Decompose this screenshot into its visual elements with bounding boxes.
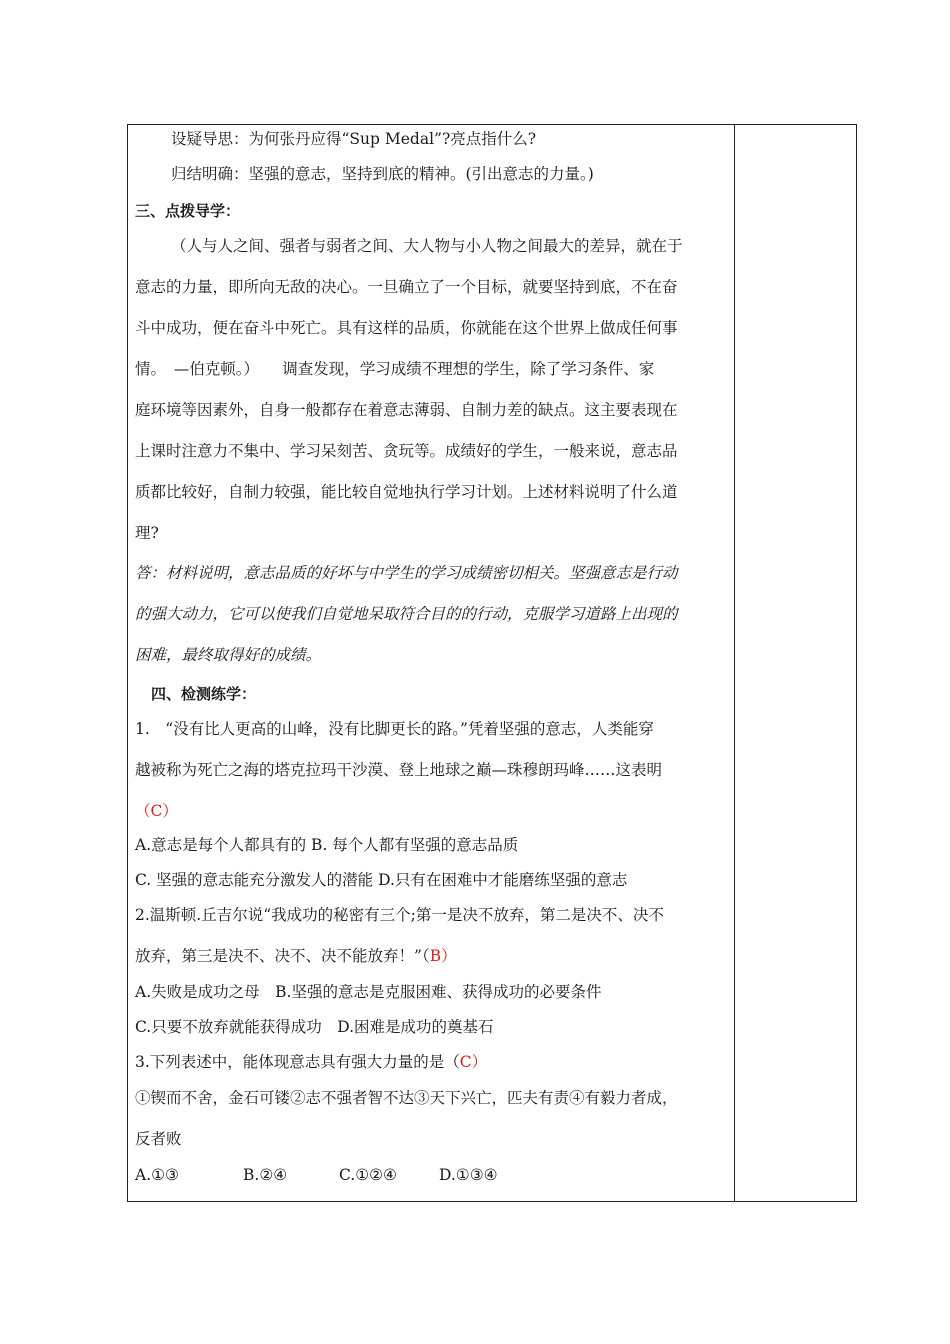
question-3-option-c: C.①②④ bbox=[339, 1166, 397, 1184]
answer-bracket-close: ） bbox=[162, 802, 178, 820]
question-1-line: 1. “没有比人更高的山峰，没有比脚更长的路。”凭着坚强的意志，人类能穿 bbox=[135, 720, 654, 738]
answer-bracket-open: （ bbox=[135, 802, 151, 820]
section-heading-3: 三、点拨导学： bbox=[135, 202, 241, 220]
paragraph-line: 意志的力量，即所向无敌的决心。一旦确立了一个目标，就要坚持到底，不在奋 bbox=[135, 278, 678, 296]
question-1-answer bbox=[135, 801, 178, 821]
section-heading-4: 四、检测练学： bbox=[151, 685, 257, 703]
question-2-line: 2.温斯顿.丘吉尔说“我成功的秘密有三个;第一是决不放弃，第二是决不、决不 bbox=[135, 906, 664, 924]
question-1-options: C. 坚强的意志能充分激发人的潜能 D.只有在困难中才能磨练坚强的意志 bbox=[135, 871, 628, 889]
paragraph-line: （人与人之间、强者与弱者之间、大人物与小人物之间最大的差异，就在于 bbox=[171, 237, 683, 255]
paragraph-line: 质都比较好，自制力较强，能比较自觉地执行学习计划。上述材料说明了什么道 bbox=[135, 483, 678, 501]
guide-question: 设疑导思：为何张丹应得“Sup Medal”?亮点指什么? bbox=[171, 130, 537, 148]
question-2-options: A.失败是成功之母 B.坚强的意志是克服困难、获得成功的必要条件 bbox=[135, 983, 602, 1001]
paragraph-line: 情。 —伯克顿。） 调查发现，学习成绩不理想的学生，除了学习条件、家 bbox=[135, 360, 655, 378]
answer-bracket-close: ） bbox=[471, 1053, 488, 1071]
paragraph-line: 上课时注意力不集中、学习呆刻苦、贪玩等。成绩好的学生，一般来说，意志品 bbox=[135, 442, 678, 460]
question-3-line: 反者败 bbox=[135, 1130, 182, 1148]
answer-letter: B bbox=[429, 947, 442, 965]
question-3-line: ①锲而不舍，金石可镂②志不强者智不达③天下兴亡，匹夫有责④有毅力者成， bbox=[135, 1089, 678, 1107]
answer-line: 答：材料说明，意志品质的好坏与中学生的学习成绩密切相关。坚强意志是行动 bbox=[135, 564, 678, 582]
question-2-line bbox=[135, 946, 457, 966]
column-divider bbox=[734, 124, 735, 1202]
question-2-options: C.只要不放弃就能获得成功 D.困难是成功的奠基石 bbox=[135, 1018, 494, 1036]
paragraph-line: 庭环境等因素外，自身一般都存在着意志薄弱、自制力差的缺点。这主要表现在 bbox=[135, 401, 678, 419]
answer-letter: C bbox=[459, 1053, 472, 1071]
question-1-line: 越被称为死亡之海的塔克拉玛干沙漠、登上地球之巅—珠穆朗玛峰……这表明 bbox=[135, 761, 663, 779]
answer-line: 困难，最终取得好的成绩。 bbox=[135, 646, 322, 664]
question-1-options: A.意志是每个人都具有的 B. 每个人都有坚强的意志品质 bbox=[135, 836, 519, 854]
question-3-line bbox=[135, 1052, 487, 1072]
conclusion-line: 归结明确：坚强的意志，坚持到底的精神。(引出意志的力量。) bbox=[171, 165, 594, 183]
question-3-option-b: B.②④ bbox=[243, 1166, 288, 1184]
answer-bracket-close: ） bbox=[441, 947, 457, 965]
paragraph-line: 斗中成功，便在奋斗中死亡。具有这样的品质，你就能在这个世界上做成任何事 bbox=[135, 319, 678, 337]
answer-line: 的强大动力，它可以使我们自觉地呆取符合目的的行动，克服学习道路上出现的 bbox=[135, 605, 678, 623]
question-3-option-d: D.①③④ bbox=[439, 1166, 498, 1184]
paragraph-line: 理? bbox=[135, 524, 159, 542]
answer-letter: C bbox=[150, 802, 163, 820]
question-3-option-a: A.①③ bbox=[135, 1166, 179, 1184]
question-2-text: 放弃，第三是决不、决不、决不能放弃！”（ bbox=[135, 947, 430, 965]
question-3-text: 3.下列表述中，能体现意志具有强大力量的是（ bbox=[135, 1053, 460, 1071]
